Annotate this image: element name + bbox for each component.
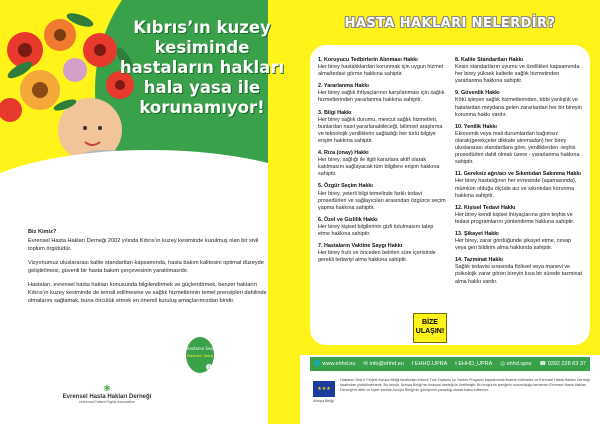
right-item [455, 205, 583, 226]
right-item [455, 257, 583, 285]
right-item-desc: Her birey hızlı ve önceden belirlen süre içerisinde gerekli tedaviyi alma hakkına sahiptir. [318, 250, 436, 264]
instagram-text: ehhd.upra [506, 361, 532, 367]
facebook-link[interactable]: f EHHD.UPRA [411, 361, 448, 367]
logo-subtitle: Universal Patient Rights Association [78, 400, 136, 404]
right-item-title: 6. Özel ve Gizlilik Hakkı [318, 216, 378, 223]
badge-line-2: Patients’ Voice [186, 354, 214, 358]
right-item-desc: Her birey sağlık ihtiyaçlarının karşılanması için sağlık hizmetlerinden yararlanma hakkına sahiptir. [318, 90, 445, 104]
twitter-text: EHHD_UPRA [458, 361, 493, 367]
right-item [318, 110, 446, 145]
website-text: www.ehhd.eu [322, 361, 356, 367]
right-item-desc: Her birey sağlık durumu, mevcut sağlık hizmetleri, bunlardan nasıl yararlanabileceği, bilimsel araştırma ve teknolojik yeniliklerin sağladığı her türlü bilgiye erişim hakkına sahiptir. [318, 116, 443, 144]
intro-paragraph-2: Vizyonumuz uluslararası kalite standartları kapsamında, hasta bakım kalitesini optimal düzeyde geliştirilmesi, güvenli bir hasta bakım çerçevesinin yaratılmasıdır. [28, 260, 264, 274]
rights-title: HASTA HAKLARI NELERDİR? [344, 16, 556, 31]
right-item-title: 8. Kalite Standartları Hakkı [455, 57, 524, 63]
rights-column-2 [455, 57, 583, 291]
email-text: info@ehhd.eu [369, 361, 404, 367]
bize-line-1: BİZE [422, 319, 438, 326]
bize-line-2: ULAŞIN! [415, 328, 445, 335]
badge-line-1: Hastanın Sesi [186, 346, 214, 351]
right-item [318, 83, 446, 104]
email-link[interactable]: ✉ info@ehhd.eu [363, 361, 404, 367]
contact-bar [310, 357, 590, 371]
headline: Kıbrıs’ın kuzey kesiminde hastaların hakları hala yasa ile korunamıyor! [119, 18, 285, 117]
eu-stars-icon: ★★★ [317, 386, 331, 392]
facebook-text: EHHD.UPRA [414, 361, 448, 367]
twitter-link[interactable]: t EHHD_UPRA [455, 361, 493, 367]
right-item-title: 2. Yararlanma Hakkı [318, 83, 369, 90]
right-item-desc: Her birey hastalıklardan korunmak için uygun hizmet alma/tedavi görme hakkına sahiptir. [318, 64, 444, 78]
website-link[interactable]: 🌐 www.ehhd.eu [313, 361, 356, 367]
right-item-desc: Kesin standartların uyumu ve özellikleri kapsamında her birey yüksek kaltede sağlık hizmetinden yararlanma hakkına sahiptir. [455, 64, 580, 85]
right-item [455, 231, 583, 252]
right-item-desc: Her birey kendi kişisel ihtiyaçlarına göre teşhis ve tedavi programlarını yönlendirme hakkına sahiptir. [455, 211, 575, 225]
contact-us-badge [413, 313, 447, 343]
phone-text: 0392 228 83 37 [547, 361, 586, 367]
right-item [318, 183, 446, 211]
right-item-desc: Her birey, zarar gördüğünde şikayet etme, cevap veya geri bildirim alma hakkında sahiptir. [455, 238, 572, 252]
intro-paragraph-3: Hastaları, evrensel hasta hakları konusunda bilgilendirmek ve güçlendirmek, benzer hakların Kıbrıs’ın kuzey kesiminde de temsil edilmesine ve sağlık hizmetlerinin temel prensipleri dahilinde olmalarını sağlamak, buna öncülük etmek en önemli kuruluş amaçlarımızdan biridir. [28, 282, 267, 304]
right-item-desc: Kötü işleyen sağlık hizmetlerinden, tıbbi yanlışlık ve hatalardan meydana gelen zararlardan her bir bireyin korunma hakkı vardır. [455, 97, 582, 118]
badge-number: 2 [207, 364, 211, 370]
right-item [318, 57, 446, 78]
intro-text [28, 228, 268, 311]
logo-mark-icon: ❀ [103, 383, 111, 393]
right-item-title: 9. Güvenlik Hakkı [455, 90, 500, 97]
right-item-title: 13. Şikayet Hakkı [455, 230, 499, 237]
funding-disclaimer: Hastanın Sesi II Projesi Avrupa Birliği tarafından Kıbrıslı Türk Toplumu İçi Yardım Programı kapsamında finanse edilmekte ve Evrensel Hasta Hakları Derneği tarafından yürütülmektedir. Bu broşür, Avrupa Birliği’nin finansal desteği ile üretilmiştir. Bu broşürün içeriğinin sorumluluğu tamamen Evrensel Hasta Hakları Derneği’ne aittir ve hiçbir şekilde Avrupa Birliği’nin görüşlerini yansıttığı olarak kabul edilemez. [340, 378, 590, 392]
right-item [455, 171, 583, 199]
right-item-desc: Her birey, sağlığı ile ilgili kararlara aktif olarak katılmasını sağlayacak tüm bilgilere erişim hakkına sahiptir. [318, 157, 440, 178]
patients-voice-badge [180, 325, 220, 375]
eu-label: Avrupa Birliği [313, 399, 334, 403]
intro-paragraph-1: Evrensel Hasta Hakları Derneği 2002 yılında Kıbrıs’ın kuzey kesiminde kurulmuş olan bir sivil toplum örgütüdür. [28, 238, 259, 252]
right-item-title: 12. Kişisel Tedavi Hakkı [455, 204, 516, 211]
instagram-link[interactable]: ◎ ehhd.upra [500, 361, 532, 367]
right-item [455, 124, 583, 167]
right-item [318, 243, 446, 264]
right-item-desc: Ekonomik veya mali durumlardan bağımsız olarak(gerekçeler dikkate alınmadan) her birey uluslararası standartlara göre, yeniliklerden -teşhis prosedürleri dahil olmak üzere - yararlanma hakkına sahiptir. [455, 130, 580, 166]
rights-column-1 [318, 57, 446, 269]
right-item-title: 1. Koruyucu Tedbirlerin Alınması Hakkı [318, 57, 418, 63]
right-item-title: 14. Tazminat Hakkı [455, 257, 503, 264]
right-item [455, 57, 583, 85]
right-item-title: 4. Rıza (onay) Hakkı [318, 150, 369, 157]
intro-question: Biz Kimiz? [28, 229, 57, 235]
association-logo [62, 383, 152, 404]
phone-link[interactable]: ☎ 0392 228 83 37 [539, 361, 586, 367]
right-item-title: 3. Bilgi Hakkı [318, 109, 352, 116]
right-item [455, 90, 583, 118]
right-item [318, 150, 446, 178]
logo-name: Evrensel Hasta Hakları Derneği [62, 394, 152, 400]
right-item-title: 5. Özgür Seçim Hakkı [318, 183, 373, 190]
right-item-title: 7. Hastaların Vaktine Saygı Hakkı [318, 243, 403, 250]
right-item [318, 217, 446, 238]
right-item-desc: Her birey hastalığının her evresinde (aşamasında), mümkün olduğu ölçüde acı ve sıkıntıdan korunma hakkına sahiptir. [455, 178, 577, 199]
right-item-desc: Her birey, yeterli bilgi temelinde farklı tedavi prosedürleri ve sağlayıcıları arasından özgürce seçim yapma hakkına sahiptir. [318, 190, 446, 211]
right-item-title: 10. Yenilik Hakkı [455, 123, 497, 130]
right-item-desc: Sağlık tedavisi sırasında fiziksel veya manevi ve psikolojik zarar gören bireyin kısa bir sürede tazminat alma hakkı vardır. [455, 264, 583, 285]
right-item-title: 11. Gereksiz ağrı/acı ve Sıkıntıdan Sakınma Hakkı [455, 171, 581, 178]
right-item-desc: Her birey kişisel bilgilerinin gizli tutulmasını talep etme hakkına sahiptir. [318, 223, 434, 237]
